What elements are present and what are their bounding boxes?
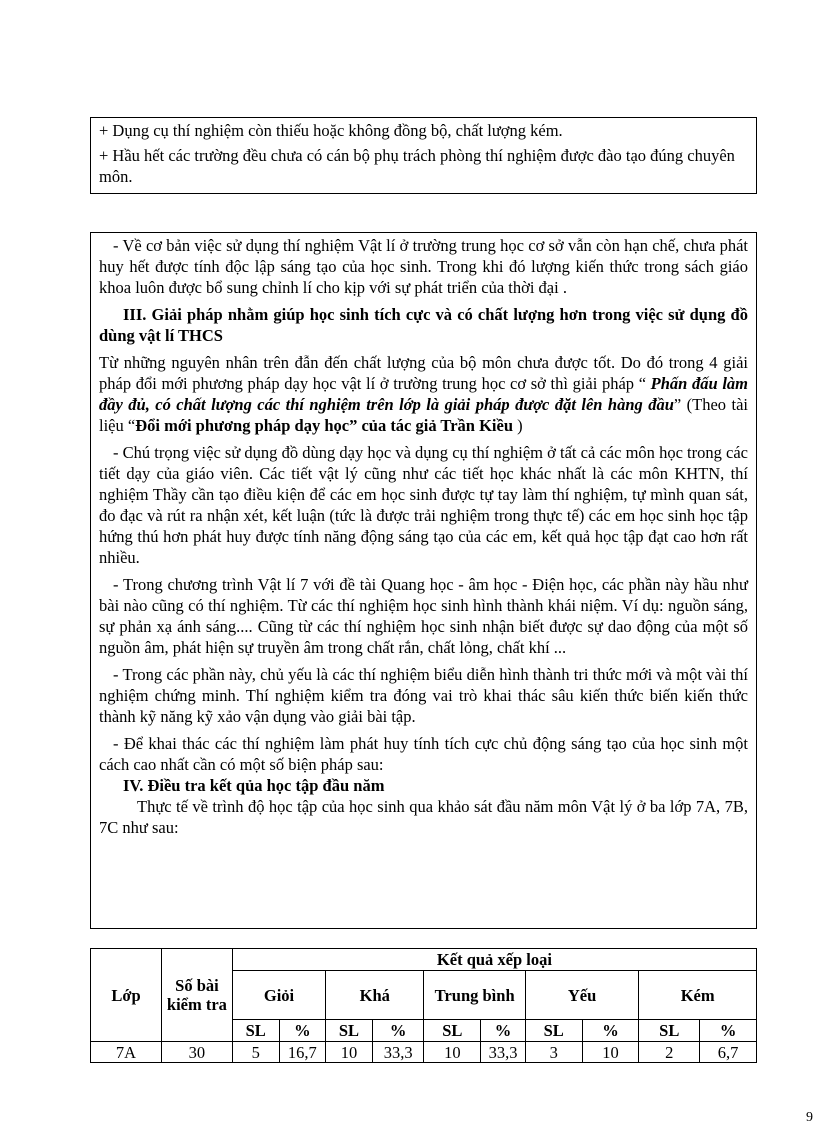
heading-section-4: IV. Điều tra kết qủa học tập đầu năm xyxy=(123,776,385,795)
cell-tb-pct: 33,3 xyxy=(481,1042,526,1063)
note-line-equipment: + Dụng cụ thí nghiệm còn thiếu hoặc không đồng bộ, chất lượng kém. xyxy=(99,121,563,140)
header-sl: SL xyxy=(424,1020,481,1042)
header-pct: % xyxy=(481,1020,526,1042)
page-number: 9 xyxy=(806,1110,813,1125)
heading-section-3: III. Giải pháp nhằm giúp học sinh tích cực và có chất lượng hơn trong việc sử dụng đồ dùng vật lí THCS xyxy=(99,305,748,345)
header-sl: SL xyxy=(639,1020,700,1042)
header-sl: SL xyxy=(232,1020,279,1042)
note-line-staff: + Hầu hết các trường đều chưa có cán bộ phụ trách phòng thí nghiệm được đào tạo đúng chuyên môn. xyxy=(99,146,735,186)
results-table xyxy=(90,948,757,1063)
content-box xyxy=(90,232,757,929)
cell-tests: 30 xyxy=(161,1042,232,1063)
header-pct: % xyxy=(279,1020,326,1042)
paragraph-survey: Thực tế về trình độ học tập của học sinh qua khảo sát đầu năm môn Vật lý ở ba lớp 7A, 7B, 7C như sau: xyxy=(99,797,748,837)
paragraph-program: - Trong chương trình Vật lí 7 với đề tài Quang học - âm học - Điện học, các phần này hầu như bài nào cũng có thí nghiệm. Từ các thí nghiệm học sinh hình thành khái niệm. Ví dụ: nguồn sáng, sự phản xạ ánh sáng.... Cũng từ các thí nghiệm học sinh nhận biết được sự dao động của một số nguồn âm, phát hiện sự truyền âm trong chất rắn, chất lỏng, chất khí ... xyxy=(99,575,748,657)
paragraph-measures: - Để khai thác các thí nghiệm làm phát huy tính tích cực chủ động sáng tạo của học sinh một cách cao nhất cần có một số biện pháp sau: xyxy=(99,734,748,774)
header-class: Lớp xyxy=(91,949,162,1042)
solution-text-a: Từ những nguyên nhân trên đẫn đến chất lượng của bộ môn chưa được tốt. Do đó trong 4 giải pháp đổi mới phương pháp dạy học vật lí ở trường trung học cơ sở thì giải pháp “ xyxy=(99,353,748,393)
header-grade-kem: Kém xyxy=(639,971,757,1020)
paragraph-overview: - Về cơ bản việc sử dụng thí nghiệm Vật lí ở trường trung học cơ sở vẫn còn hạn chế, chưa phát huy hết được tính độc lập sáng tạo của học sinh. Trong khi đó lượng kiến thức trong sách giáo khoa luôn được bổ sung chỉnh lí cho kịp với sự phát triển của thời đại . xyxy=(99,236,748,297)
header-pct: % xyxy=(582,1020,639,1042)
header-sl: SL xyxy=(326,1020,373,1042)
solution-source: Đổi mới phương pháp dạy học” của tác giả Trần Kiều xyxy=(135,416,513,435)
header-pct: % xyxy=(372,1020,424,1042)
cell-kha-pct: 33,3 xyxy=(372,1042,424,1063)
paragraph-solution xyxy=(99,352,748,436)
cell-gioi-pct: 16,7 xyxy=(279,1042,326,1063)
solution-quote: Phấn đấu làm đầy đủ, có chất lượng các thí nghiệm trên lớp là giải pháp được đặt lên hàng đầu xyxy=(99,374,748,414)
header-results: Kết quả xếp loại xyxy=(232,949,756,971)
header-pct: % xyxy=(700,1020,757,1042)
table-row xyxy=(91,1042,757,1063)
cell-yeu-sl: 3 xyxy=(525,1042,582,1063)
header-grade-trung-binh: Trung bình xyxy=(424,971,525,1020)
paragraph-parts: - Trong các phần này, chủ yếu là các thí nghiệm biểu diễn hình thành tri thức mới và một vài thí nghiệm chứng minh. Thí nghiệm kiểm tra đóng vai trò khai thác sâu kiến thức biến kiến thức thành kỹ năng kỹ xảo vận dụng vào giải bài tập. xyxy=(99,665,748,726)
cell-tb-sl: 10 xyxy=(424,1042,481,1063)
header-tests: Số bài kiểm tra xyxy=(161,949,232,1042)
cell-gioi-sl: 5 xyxy=(232,1042,279,1063)
note-box xyxy=(90,117,757,194)
header-sl: SL xyxy=(525,1020,582,1042)
solution-text-e: ) xyxy=(513,416,523,435)
paragraph-focus: - Chú trọng việc sử dụng đồ dùng dạy học và dụng cụ thí nghiệm ở tất cả các môn học trong các tiết dạy của giáo viên. Các tiết vật lý cũng như các tiết học khác nhất là các môn KHTN, thí nghiệm Thầy cần tạo điều kiện để các em học sinh được tự tay làm thí nghiệm, tự mình quan sát, đo đạc và rút ra nhận xét, kết luận (tức là được trải nghiệm trong thực tế) các em học sinh học tập hứng thú hơn phát huy được tính năng động sáng tạo của các em, kết quả học tập đạt cao hơn rất nhiều. xyxy=(99,443,748,567)
header-grade-kha: Khá xyxy=(326,971,424,1020)
cell-kem-sl: 2 xyxy=(639,1042,700,1063)
cell-kem-pct: 6,7 xyxy=(700,1042,757,1063)
cell-class: 7A xyxy=(91,1042,162,1063)
solution-text-c: ” (Theo tài liệu “ xyxy=(99,395,748,435)
cell-kha-sl: 10 xyxy=(326,1042,373,1063)
cell-yeu-pct: 10 xyxy=(582,1042,639,1063)
header-grade-gioi: Giỏi xyxy=(232,971,325,1020)
header-grade-yeu: Yếu xyxy=(525,971,639,1020)
